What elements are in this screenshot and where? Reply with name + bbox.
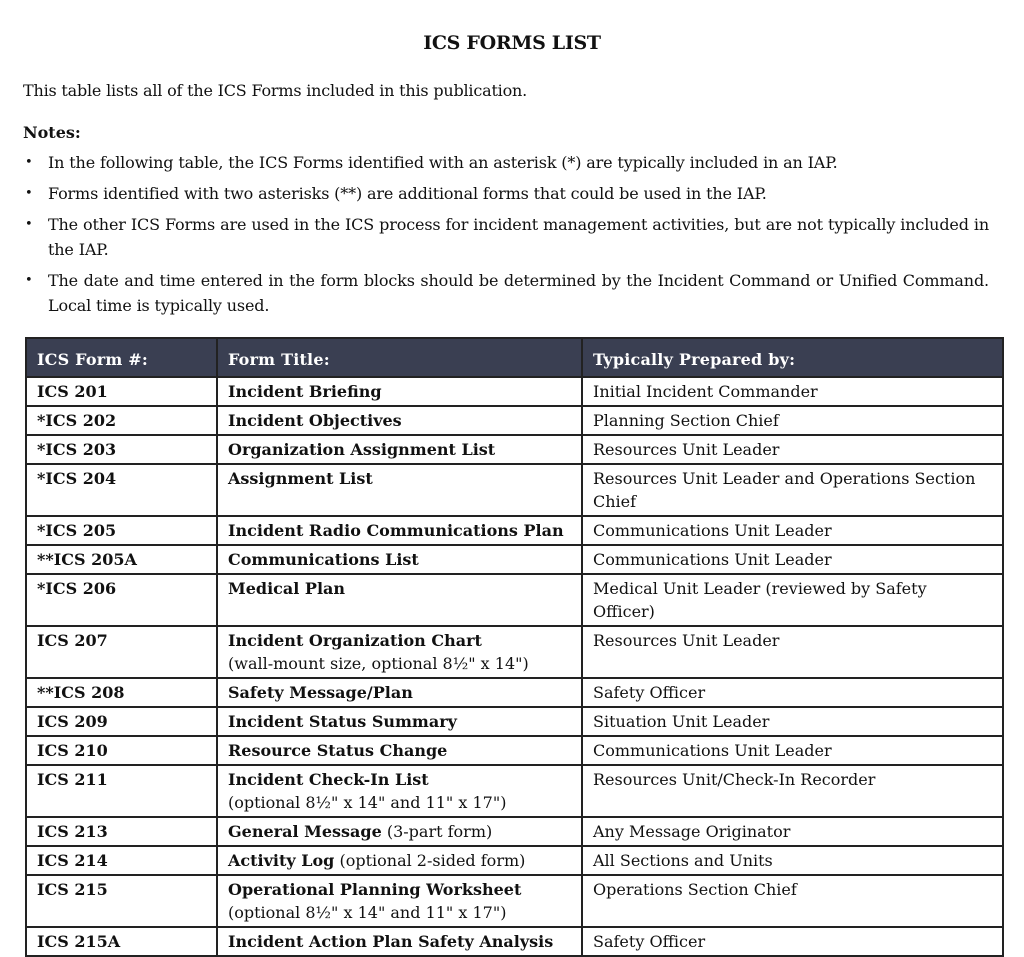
form-title-cell xyxy=(217,435,582,464)
form-title: Assignment List xyxy=(228,469,373,488)
prepared-by-cell: Resources Unit Leader and Operations Section Chief xyxy=(582,464,1003,516)
prepared-by-cell: Operations Section Chief xyxy=(582,875,1003,927)
form-number-cell: *ICS 204 xyxy=(26,464,217,516)
ics-forms-table xyxy=(25,337,1004,957)
form-number-cell: *ICS 205 xyxy=(26,516,217,545)
form-title-cell xyxy=(217,678,582,707)
table-row xyxy=(26,516,1003,545)
note-item xyxy=(23,268,989,318)
form-title: Incident Objectives xyxy=(228,411,402,430)
form-title-note: (optional 2-sided form) xyxy=(334,851,526,870)
form-title: Organization Assignment List xyxy=(228,440,496,459)
table-row xyxy=(26,817,1003,846)
form-number-cell: *ICS 203 xyxy=(26,435,217,464)
form-title-cell xyxy=(217,846,582,875)
bullet-icon: • xyxy=(25,186,33,201)
form-number-cell: ICS 207 xyxy=(26,626,217,678)
prepared-by-cell: Situation Unit Leader xyxy=(582,707,1003,736)
table-row xyxy=(26,927,1003,956)
notes-list xyxy=(23,150,989,324)
prepared-by-cell: Communications Unit Leader xyxy=(582,736,1003,765)
form-title: Medical Plan xyxy=(228,579,346,598)
form-title-cell xyxy=(217,464,582,516)
form-title-cell xyxy=(217,707,582,736)
form-title: Incident Organization Chart xyxy=(228,631,482,650)
note-text: Forms identified with two asterisks (**) are additional forms that could be used in the IAP. xyxy=(48,184,767,203)
form-number-cell: ICS 215A xyxy=(26,927,217,956)
prepared-by-cell: Safety Officer xyxy=(582,927,1003,956)
bullet-icon: • xyxy=(25,217,33,232)
note-text: In the following table, the ICS Forms identified with an asterisk (*) are typically included in an IAP. xyxy=(48,153,838,172)
form-title: Incident Status Summary xyxy=(228,712,457,731)
table-row xyxy=(26,626,1003,678)
prepared-by-cell: Resources Unit/Check-In Recorder xyxy=(582,765,1003,817)
form-title-note: (wall-mount size, optional 8½" x 14") xyxy=(228,654,529,673)
form-title: Incident Radio Communications Plan xyxy=(228,521,564,540)
table-row xyxy=(26,406,1003,435)
form-title: Safety Message/Plan xyxy=(228,683,413,702)
form-title: General Message xyxy=(228,822,382,841)
form-title-cell xyxy=(217,765,582,817)
form-number-cell: ICS 215 xyxy=(26,875,217,927)
table-row xyxy=(26,545,1003,574)
table-row xyxy=(26,736,1003,765)
form-title-cell xyxy=(217,377,582,406)
prepared-by-cell: Safety Officer xyxy=(582,678,1003,707)
table-row xyxy=(26,707,1003,736)
prepared-by-cell: All Sections and Units xyxy=(582,846,1003,875)
intro-text: This table lists all of the ICS Forms included in this publication. xyxy=(23,81,528,100)
bullet-icon: • xyxy=(25,155,33,170)
column-header-form-title: Form Title: xyxy=(217,338,582,377)
form-number-cell: *ICS 202 xyxy=(26,406,217,435)
table-row xyxy=(26,464,1003,516)
table-row xyxy=(26,574,1003,626)
form-title-note: (3-part form) xyxy=(381,822,493,841)
form-number-cell: ICS 210 xyxy=(26,736,217,765)
form-number-cell: **ICS 208 xyxy=(26,678,217,707)
form-number-cell: ICS 214 xyxy=(26,846,217,875)
prepared-by-cell: Resources Unit Leader xyxy=(582,435,1003,464)
form-number-cell: ICS 213 xyxy=(26,817,217,846)
form-title-cell xyxy=(217,875,582,927)
note-item xyxy=(23,150,989,175)
form-number-cell: *ICS 206 xyxy=(26,574,217,626)
table-row xyxy=(26,875,1003,927)
page-title: ICS FORMS LIST xyxy=(423,32,601,54)
form-number-cell: ICS 201 xyxy=(26,377,217,406)
form-number-cell: ICS 209 xyxy=(26,707,217,736)
note-item xyxy=(23,212,989,262)
form-title: Incident Check-In List xyxy=(228,770,429,789)
prepared-by-cell: Communications Unit Leader xyxy=(582,516,1003,545)
prepared-by-cell: Planning Section Chief xyxy=(582,406,1003,435)
form-title-cell xyxy=(217,736,582,765)
prepared-by-cell: Any Message Originator xyxy=(582,817,1003,846)
prepared-by-cell: Initial Incident Commander xyxy=(582,377,1003,406)
form-title-cell xyxy=(217,927,582,956)
form-title-cell xyxy=(217,817,582,846)
table-row xyxy=(26,435,1003,464)
form-title-cell xyxy=(217,406,582,435)
form-title-cell xyxy=(217,574,582,626)
note-item xyxy=(23,181,989,206)
form-title-cell xyxy=(217,626,582,678)
form-title-note: (optional 8½" x 14" and 11" x 17") xyxy=(228,793,507,812)
note-text: The other ICS Forms are used in the ICS process for incident management activities, but are not typically included in the IAP. xyxy=(48,215,989,259)
form-title: Activity Log xyxy=(228,851,335,870)
table-row xyxy=(26,846,1003,875)
prepared-by-cell: Medical Unit Leader (reviewed by Safety Officer) xyxy=(582,574,1003,626)
note-text: The date and time entered in the form blocks should be determined by the Incident Command or Unified Command. Local time is typically used. xyxy=(48,271,989,315)
form-title: Incident Action Plan Safety Analysis xyxy=(228,932,554,951)
table-header-row xyxy=(26,338,1003,377)
form-title: Resource Status Change xyxy=(228,741,448,760)
form-number-cell: ICS 211 xyxy=(26,765,217,817)
form-number-cell: **ICS 205A xyxy=(26,545,217,574)
form-title-note: (optional 8½" x 14" and 11" x 17") xyxy=(228,903,507,922)
prepared-by-cell: Communications Unit Leader xyxy=(582,545,1003,574)
form-title-cell xyxy=(217,545,582,574)
bullet-icon: • xyxy=(25,273,33,288)
column-header-prepared-by: Typically Prepared by: xyxy=(582,338,1003,377)
notes-heading: Notes: xyxy=(23,123,81,142)
table-row xyxy=(26,765,1003,817)
form-title-cell xyxy=(217,516,582,545)
table-row xyxy=(26,377,1003,406)
table-row xyxy=(26,678,1003,707)
form-title: Communications List xyxy=(228,550,419,569)
prepared-by-cell: Resources Unit Leader xyxy=(582,626,1003,678)
column-header-form-number: ICS Form #: xyxy=(26,338,217,377)
form-title: Operational Planning Worksheet xyxy=(228,880,522,899)
form-title: Incident Briefing xyxy=(228,382,382,401)
